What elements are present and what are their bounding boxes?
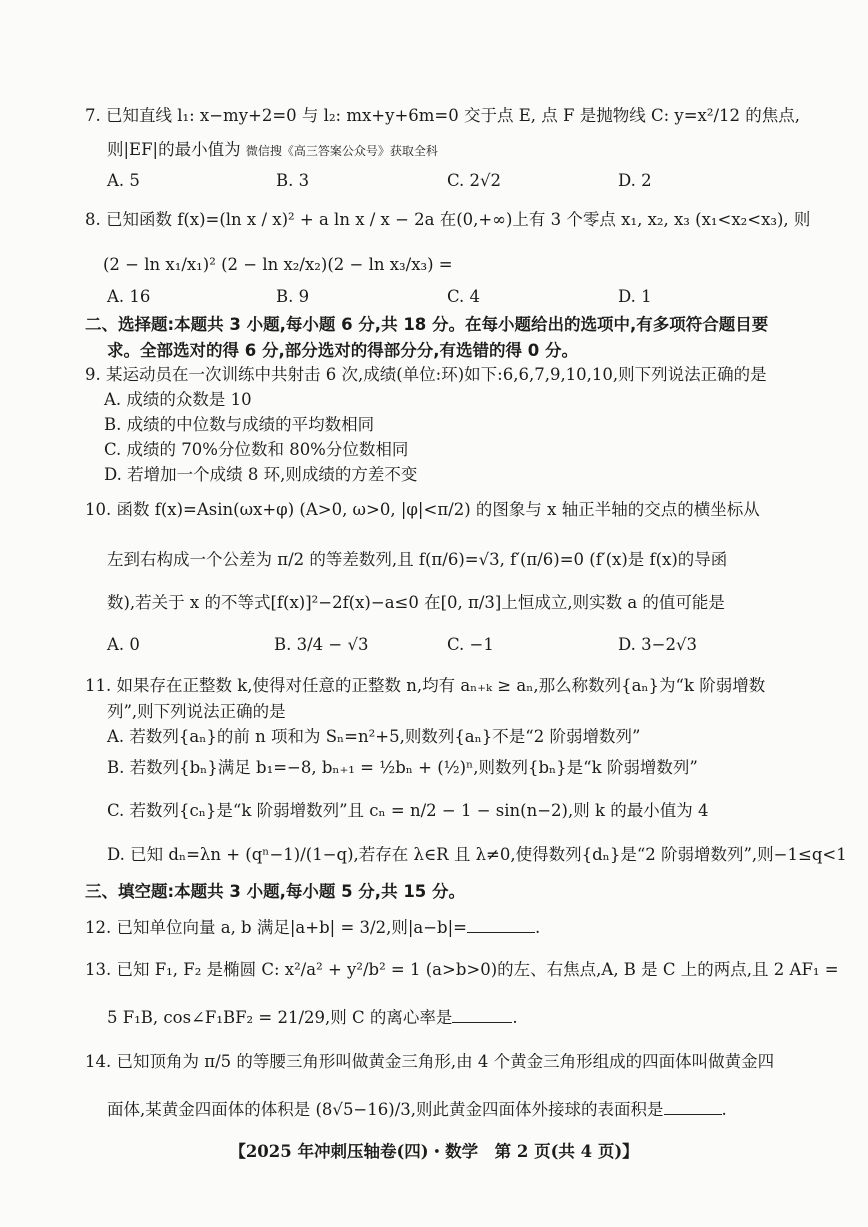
section-2-heading-line1: 二、选择题:本题共 3 小题,每小题 6 分,共 18 分。在每小题给出的选项中,有多项符合题目要: [85, 315, 769, 334]
q8-stem-line2: (2 − ln x₁/x₁)² (2 − ln x₂/x₂)(2 − ln x₃/x₃) =: [103, 255, 453, 274]
q11-option-b: B. 若数列{bₙ}满足 b₁=−8, bₙ₊₁ = ½bₙ + (½)ⁿ,则数列{bₙ}是“k 阶弱增数列”: [107, 758, 698, 777]
q9-option-d: D. 若增加一个成绩 8 环,则成绩的方差不变: [104, 465, 418, 484]
q9-option-b: B. 成绩的中位数与成绩的平均数相同: [104, 415, 375, 434]
q11-option-c: C. 若数列{cₙ}是“k 阶弱增数列”且 cₙ = n/2 − 1 − sin(n−2),则 k 的最小值为 4: [107, 801, 709, 820]
q8-stem-line1: 8. 已知函数 f(x)=(ln x / x)² + a ln x / x − 2a 在(0,+∞)上有 3 个零点 x₁, x₂, x₃ (x₁<x₂<x₃), 则: [85, 210, 811, 229]
q10-stem-line2: 左到右构成一个公差为 π/2 的等差数列,且 f(π/6)=√3, f′(π/6)=0 (f′(x)是 f(x)的导函: [107, 550, 728, 569]
q8-option-d: D. 1: [618, 287, 652, 306]
q7-stem-text: 则|EF|的最小值为: [107, 140, 241, 159]
q7-option-c: C. 2√2: [447, 171, 502, 190]
q8-option-c: C. 4: [447, 287, 481, 306]
q14-stem-line2: 面体,某黄金四面体的体积是 (8√5−16)/3,则此黄金四面体外接球的表面积是: [107, 1100, 664, 1119]
page-footer: 【2025 年冲刺压轴卷(四)・数学 第 2 页(共 4 页)】: [229, 1142, 639, 1161]
q13-line2: 5 F₁B, cos∠F₁BF₂ = 21/29,则 C 的离心率是 .: [107, 1008, 518, 1027]
q7-option-b: B. 3: [276, 171, 310, 190]
q10-stem-line3: 数),若关于 x 的不等式[f(x)]²−2f(x)−a≤0 在[0, π/3]上恒成立,则实数 a 的值可能是: [107, 593, 725, 612]
q9-option-a: A. 成绩的众数是 10: [104, 390, 252, 409]
q11-option-d: D. 已知 dₙ=λn + (qⁿ−1)/(1−q),若存在 λ∈R 且 λ≠0,使得数列{dₙ}是“2 阶弱增数列”,则−1≤q<1: [107, 845, 847, 864]
q12-answer-blank[interactable]: [467, 918, 535, 933]
q14-answer-blank[interactable]: [664, 1100, 722, 1115]
q13-stem-line2: 5 F₁B, cos∠F₁BF₂ = 21/29,则 C 的离心率是: [107, 1008, 453, 1027]
section-2-heading-line2: 求。全部选对的得 6 分,部分选对的得部分分,有选错的得 0 分。: [107, 341, 578, 360]
q7-stem-line1: 7. 已知直线 l₁: x−my+2=0 与 l₂: mx+y+6m=0 交于点 E, 点 F 是抛物线 C: y=x²/12 的焦点,: [85, 106, 800, 125]
section-3-heading: 三、填空题:本题共 3 小题,每小题 5 分,共 15 分。: [85, 882, 466, 901]
q9-stem: 9. 某运动员在一次训练中共射击 6 次,成绩(单位:环)如下:6,6,7,9,10,10,则下列说法正确的是: [85, 365, 767, 384]
q11-stem-line1: 11. 如果存在正整数 k,使得对任意的正整数 n,均有 aₙ₊ₖ ≥ aₙ,那么称数列{aₙ}为“k 阶弱增数: [85, 676, 766, 695]
q11-option-a: A. 若数列{aₙ}的前 n 项和为 Sₙ=n²+5,则数列{aₙ}不是“2 阶弱增数列”: [107, 727, 641, 746]
q7-stem-line2: [107, 142, 438, 159]
q7-option-a: A. 5: [107, 171, 140, 190]
q10-option-c: C. −1: [447, 635, 494, 654]
q8-option-b: B. 9: [276, 287, 310, 306]
q14-line2: 面体,某黄金四面体的体积是 (8√5−16)/3,则此黄金四面体外接球的表面积是 .: [107, 1100, 727, 1119]
q11-stem-line2: 列”,则下列说法正确的是: [107, 702, 286, 721]
q13-answer-blank[interactable]: [452, 1008, 512, 1023]
q7-option-d: D. 2: [618, 171, 652, 190]
q13-stem-line1: 13. 已知 F₁, F₂ 是椭圆 C: x²/a² + y²/b² = 1 (a>b>0)的左、右焦点,A, B 是 C 上的两点,且 2 AF₁ =: [85, 960, 839, 979]
q10-stem-line1: 10. 函数 f(x)=Asin(ωx+φ) (A>0, ω>0, |φ|<π/2) 的图象与 x 轴正半轴的交点的横坐标从: [85, 500, 760, 519]
q9-option-c: C. 成绩的 70%分位数和 80%分位数相同: [104, 440, 409, 459]
q10-option-a: A. 0: [107, 635, 140, 654]
watermark-text: 微信搜《高三答案公众号》获取全科: [245, 144, 438, 158]
q14-stem-line1: 14. 已知顶角为 π/5 的等腰三角形叫做黄金三角形,由 4 个黄金三角形组成的四面体叫做黄金四: [85, 1052, 775, 1071]
q12-line: 12. 已知单位向量 a, b 满足|a+b| = 3/2,则|a−b|= .: [85, 918, 541, 937]
q12-stem: 12. 已知单位向量 a, b 满足|a+b| = 3/2,则|a−b|=: [85, 918, 467, 937]
q10-option-d: D. 3−2√3: [618, 635, 697, 654]
q10-option-b: B. 3/4 − √3: [274, 635, 369, 654]
q8-option-a: A. 16: [107, 287, 151, 306]
